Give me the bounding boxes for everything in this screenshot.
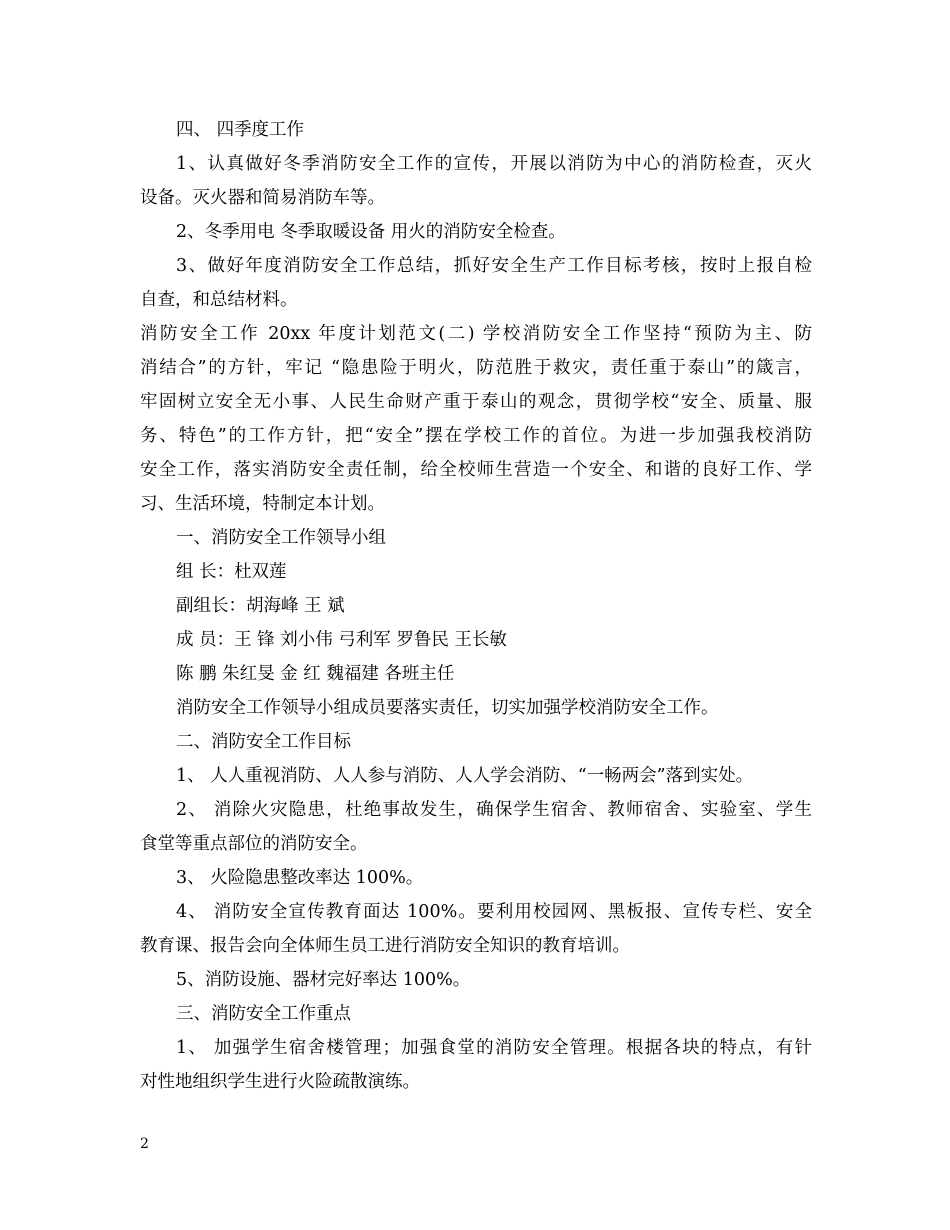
- document-subtitle-line: 消防安全工作 20xx 年度计划范文(二) 学校消防安全工作坚持“预防为主、防: [140, 324, 812, 344]
- paragraph-line: 自查，和总结材料。: [140, 290, 298, 310]
- paragraph-line: 消结合”的方针，牢记 “隐患险于明火，防范胜于救灾，责任重于泰山”的箴言，: [140, 358, 812, 378]
- section-heading-focus: 三、消防安全工作重点: [176, 1004, 351, 1024]
- goal-item-continued: 食堂等重点部位的消防安全。: [140, 834, 368, 854]
- document-body: [140, 113, 812, 1099]
- team-leader-line: 组 长：杜双莲: [176, 562, 287, 582]
- focus-item: 1、 加强学生宿舍楼管理；加强食堂的消防安全管理。根据各块的特点，有针: [176, 1038, 812, 1058]
- paragraph-line: 1、认真做好冬季消防安全工作的宣传，开展以消防为中心的消防检查，灭火: [176, 154, 812, 174]
- deputy-leader-line: 副组长：胡海峰 王 斌: [176, 596, 345, 616]
- paragraph-line: 牢固树立安全无小事、人民生命财产重于泰山的观念，贯彻学校“安全、质量、服: [140, 392, 812, 412]
- goal-item: 3、 火险隐患整改率达 100%。: [176, 868, 424, 888]
- paragraph-line: 3、做好年度消防安全工作总结，抓好安全生产工作目标考核，按时上报自检: [176, 256, 812, 276]
- goal-item: 1、 人人重视消防、人人参与消防、人人学会消防、“一畅两会”落到实处。: [176, 766, 754, 786]
- section-heading-leadership: 一、消防安全工作领导小组: [176, 528, 386, 548]
- members-line-continued: 陈 鹏 朱红旻 金 红 魏福建 各班主任: [176, 664, 455, 684]
- paragraph-line: 安全工作，落实消防安全责任制，给全校师生营造一个安全、和谐的良好工作、学: [140, 460, 812, 480]
- paragraph-line: 设备。灭火器和简易消防车等。: [140, 188, 385, 208]
- paragraph-line: 习、生活环境，特制定本计划。: [140, 494, 385, 514]
- section-heading-q4: 四、 四季度工作: [176, 120, 305, 140]
- page-number: 2: [140, 1136, 149, 1152]
- members-line: 成 员：王 锋 刘小伟 弓利军 罗鲁民 王长敏: [176, 630, 507, 650]
- goal-item: 5、消防设施、器材完好率达 100%。: [176, 970, 471, 990]
- paragraph-line: 消防安全工作领导小组成员要落实责任，切实加强学校消防安全工作。: [176, 698, 719, 718]
- focus-item-continued: 对性地组织学生进行火险疏散演练。: [140, 1072, 420, 1092]
- goal-item-continued: 教育课、报告会向全体师生员工进行消防安全知识的教育培训。: [140, 936, 630, 956]
- paragraph-line: 2、冬季用电 冬季取暖设备 用火的消防安全检查。: [176, 222, 566, 242]
- paragraph-line: 务、特色”的工作方针，把“安全”摆在学校工作的首位。为进一步加强我校消防: [140, 426, 812, 446]
- section-heading-goals: 二、消防安全工作目标: [176, 732, 351, 752]
- goal-item: 2、 消除火灾隐患，杜绝事故发生，确保学生宿舍、教师宿舍、实验室、学生: [176, 800, 812, 820]
- goal-item: 4、 消防安全宣传教育面达 100%。要利用校园网、黑板报、宣传专栏、安全: [176, 902, 812, 922]
